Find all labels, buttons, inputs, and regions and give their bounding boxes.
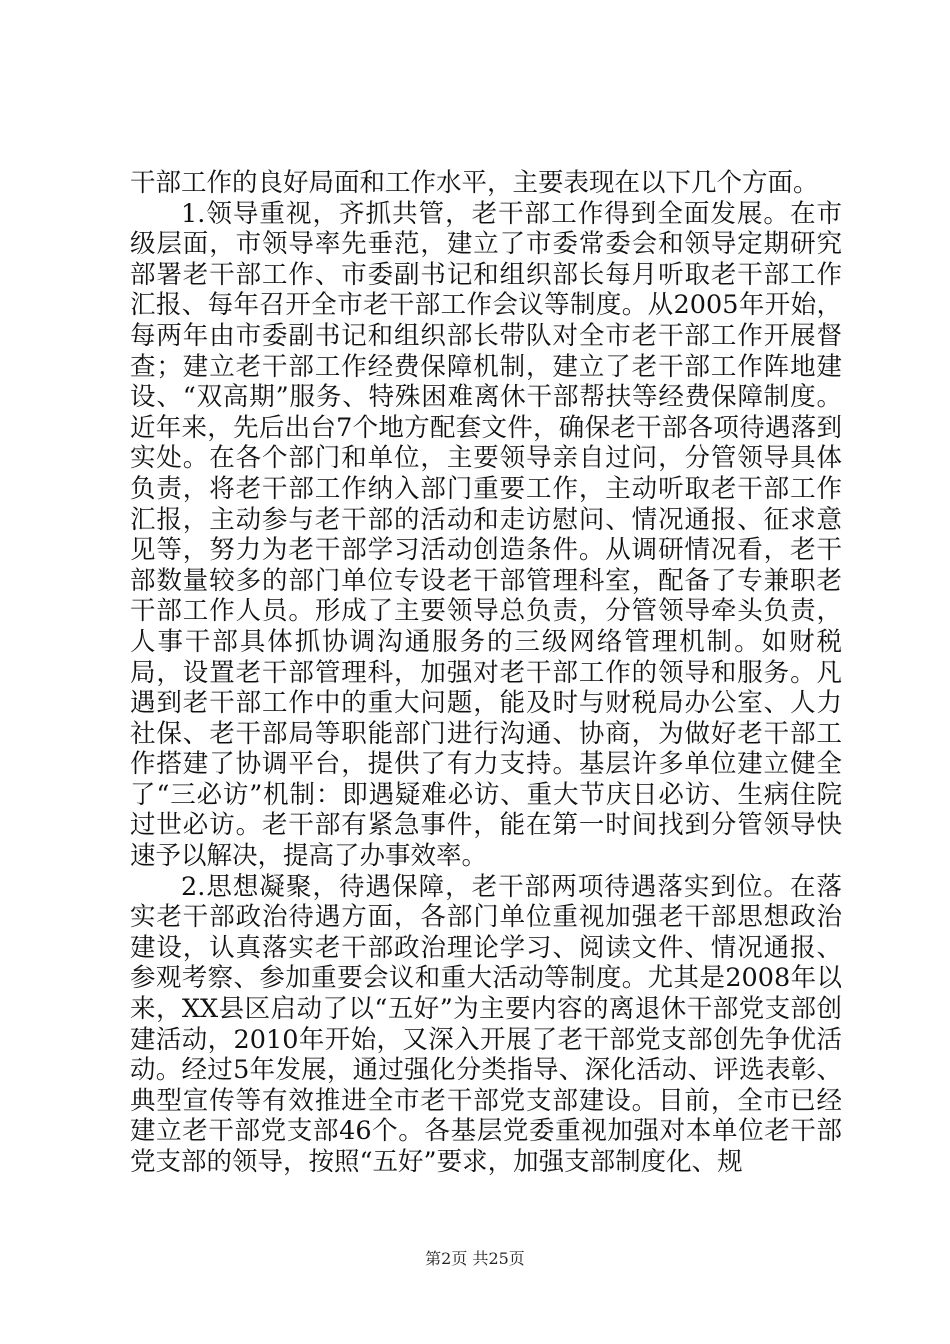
paragraph-treatment: 2.思想凝聚，待遇保障，老干部两项待遇落实到位。在落实老干部政治待遇方面，各部门单位重视加强老干部思想政治建设，认真落实老干部政治理论学习、阅读文件、情况通报、参观考察、参加重要会议和重大活动等制度。尤其是2008年以来，XX县区启动了以“五好”为主要内容的离退休干部党支部创建活动，2010年开始，又深入开展了老干部党支部创先争优活动。经过5年发展，通过强化分类指导、深化活动、评选表彰、典型宣传等有效推进全市老干部党支部建设。目前，全市已经建立老干部党支部46个。各基层党委重视加强对本单位老干部党支部的领导，按照“五好”要求，加强支部制度化、规 (130, 871, 842, 1177)
document-body (130, 168, 842, 1178)
paragraph-leadership: 1.领导重视，齐抓共管，老干部工作得到全面发展。在市级层面，市领导率先垂范，建立了市委常委会和领导定期研究部署老干部工作、市委副书记和组织部长每月听取老干部工作汇报、每年召开全市老干部工作会议等制度。从2005年开始，每两年由市委副书记和组织部长带队对全市老干部工作开展督查；建立老干部工作经费保障机制，建立了老干部工作阵地建设、“双高期”服务、特殊困难离休干部帮扶等经费保障制度。近年来，先后出台7个地方配套文件，确保老干部各项待遇落到实处。在各个部门和单位，主要领导亲自过问，分管领导具体负责，将老干部工作纳入部门重要工作，主动听取老干部工作汇报，主动参与老干部的活动和走访慰问、情况通报、征求意见等，努力为老干部学习活动创造条件。从调研情况看，老干部数量较多的部门单位专设老干部管理科室，配备了专兼职老干部工作人员。形成了主要领导总负责，分管领导牵头负责，人事干部具体抓协调沟通服务的三级网络管理机制。如财税局，设置老干部管理科，加强对老干部工作的领导和服务。凡遇到老干部工作中的重大问题，能及时与财税局办公室、人力社保、老干部局等职能部门进行沟通、协商，为做好老干部工作搭建了协调平台，提供了有力支持。基层许多单位建立健全了“三必访”机制：即遇疑难必访、重大节庆日必访、生病住院过世必访。老干部有紧急事件，能在第一时间找到分管领导快速予以解决，提高了办事效率。 (130, 198, 842, 872)
paragraph-continuation: 干部工作的良好局面和工作水平，主要表现在以下几个方面。 (130, 168, 819, 198)
page-number-footer: 第2页 共25页 (425, 1249, 525, 1268)
